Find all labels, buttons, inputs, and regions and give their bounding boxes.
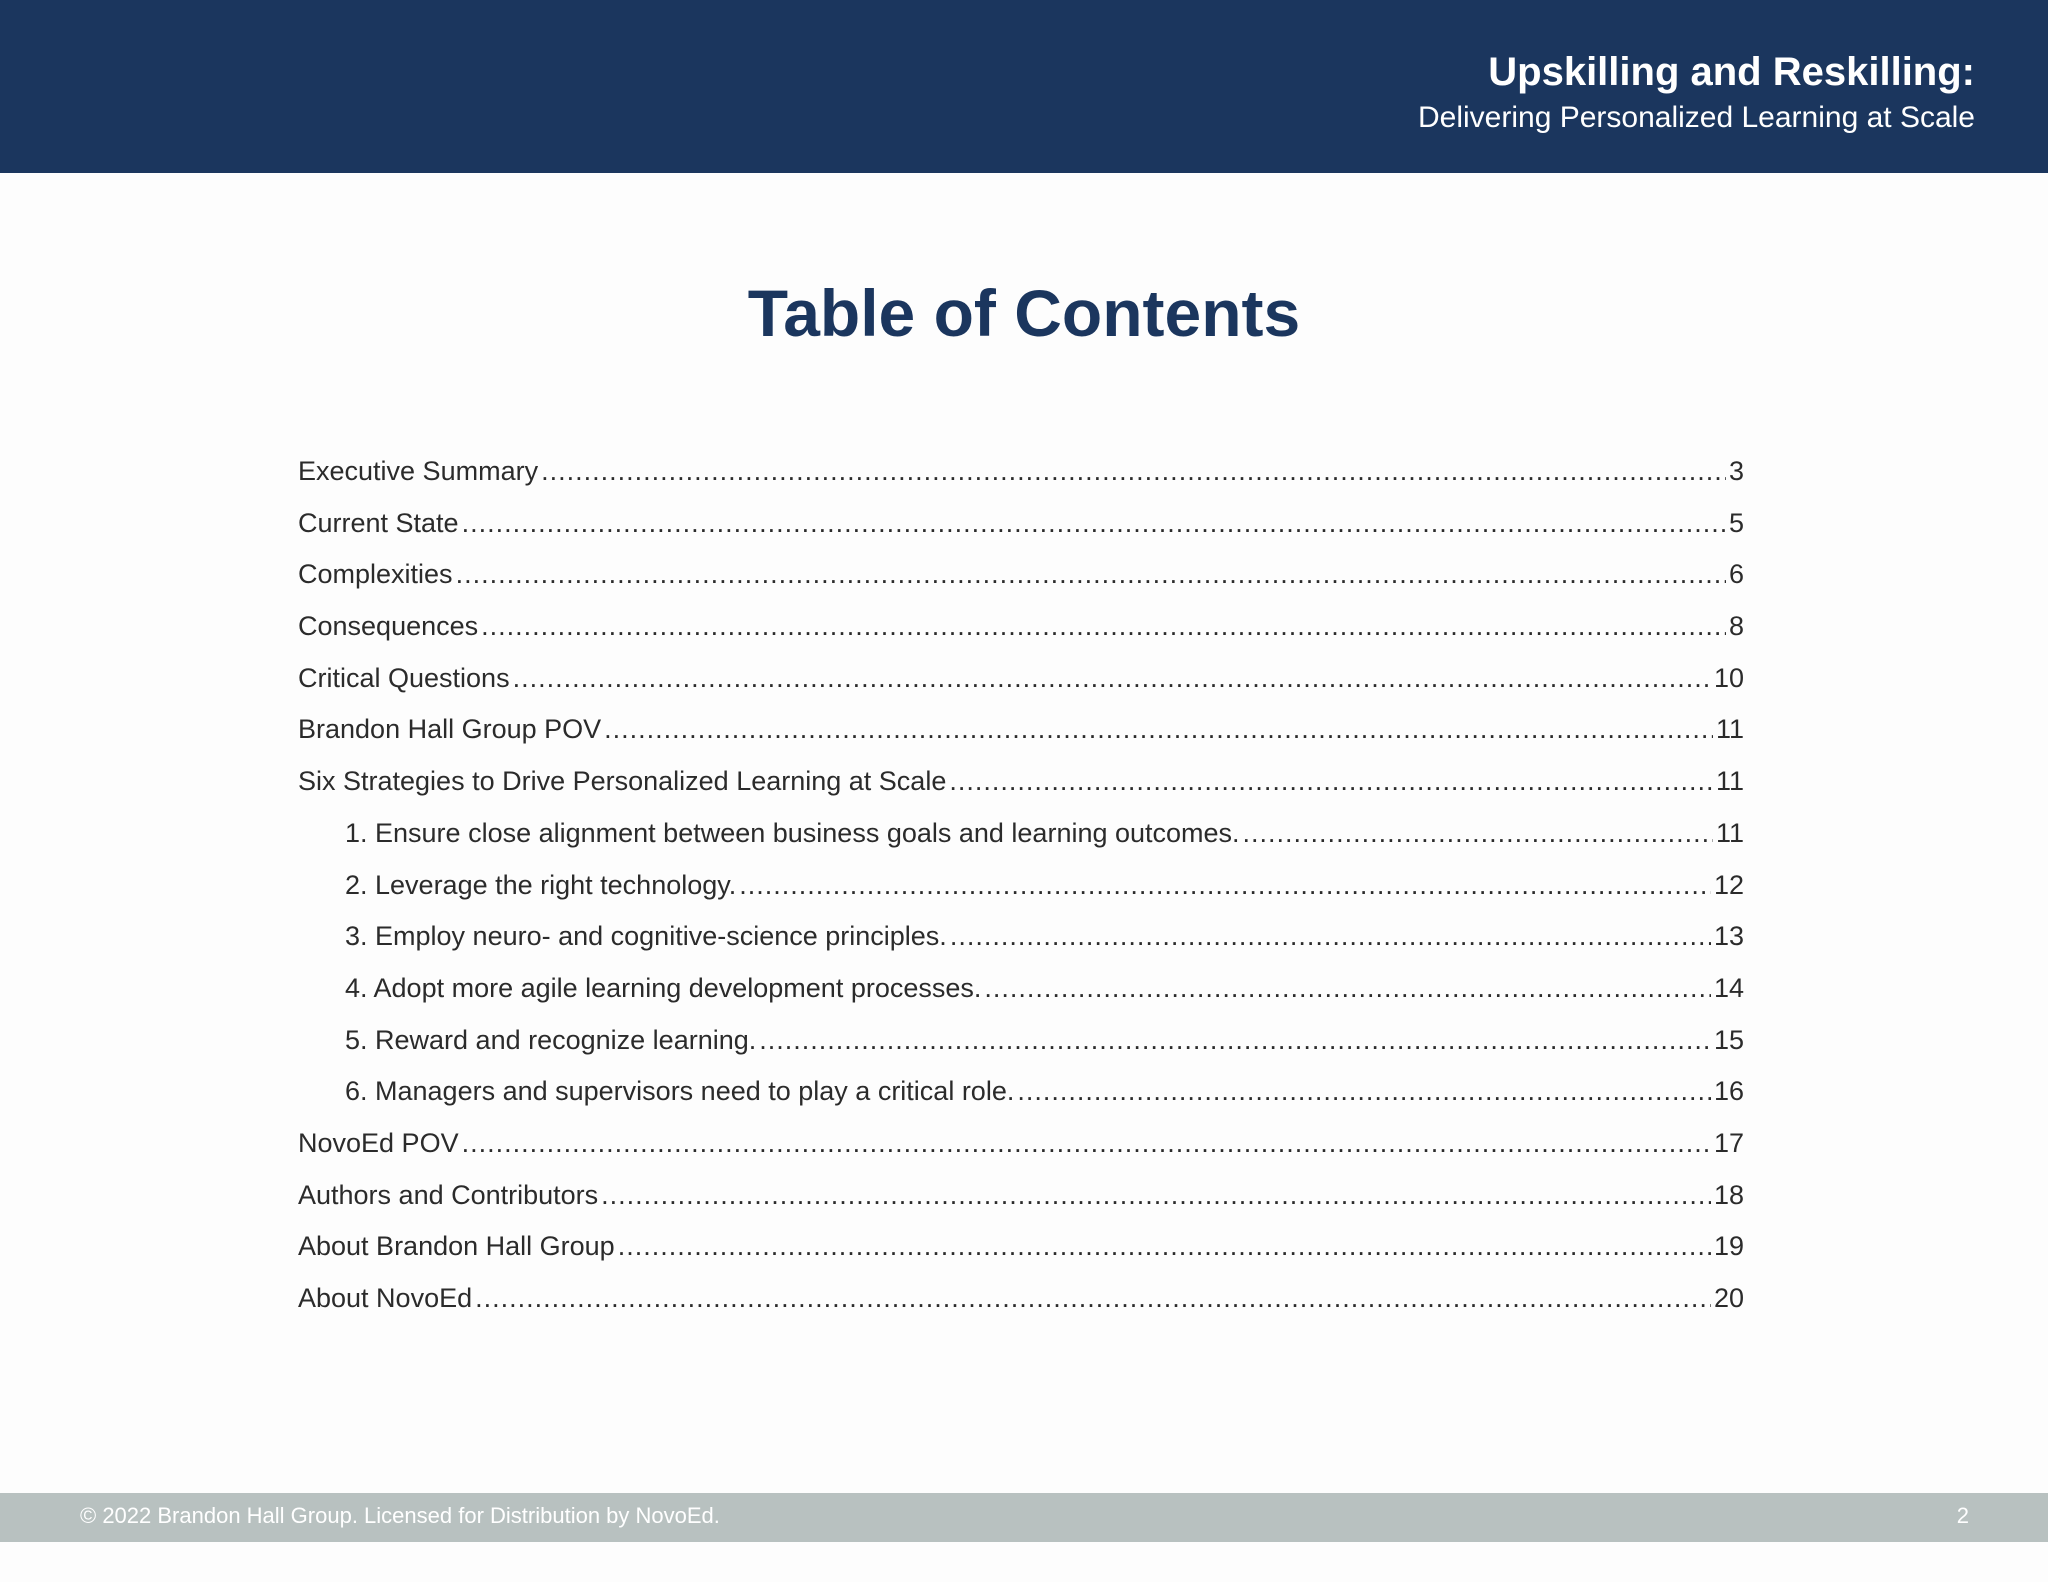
dot-leader bbox=[462, 508, 1726, 539]
toc-entry[interactable] bbox=[298, 818, 1744, 870]
toc-entry-label: 5. Reward and recognize learning. bbox=[345, 1024, 757, 1055]
toc-list bbox=[298, 456, 1744, 1335]
toc-entry[interactable] bbox=[298, 1180, 1744, 1232]
toc-entry[interactable] bbox=[298, 508, 1744, 560]
toc-entry-page: 11 bbox=[1715, 817, 1744, 848]
toc-entry[interactable] bbox=[298, 611, 1744, 663]
footer-band bbox=[0, 1493, 2048, 1542]
toc-entry[interactable] bbox=[298, 1076, 1744, 1128]
dot-leader bbox=[984, 973, 1711, 1004]
toc-entry[interactable] bbox=[298, 973, 1744, 1025]
toc-entry-label: NovoEd POV bbox=[298, 1127, 459, 1158]
toc-entry-label: 4. Adopt more agile learning development processes. bbox=[345, 972, 982, 1003]
dot-leader bbox=[541, 456, 1726, 487]
toc-entry[interactable] bbox=[298, 1283, 1744, 1335]
report-title: Upskilling and Reskilling: bbox=[1488, 50, 1975, 94]
toc-entry-page: 20 bbox=[1713, 1283, 1744, 1313]
toc-entry-label: About NovoEd bbox=[298, 1283, 473, 1313]
footer-page-number: 2 bbox=[1956, 1503, 1969, 1528]
toc-entry-page: 13 bbox=[1713, 921, 1744, 952]
toc-entry-page: 6 bbox=[1728, 559, 1744, 590]
toc-entry[interactable] bbox=[298, 1128, 1744, 1180]
dot-leader bbox=[950, 921, 1711, 952]
toc-heading: Table of Contents bbox=[747, 276, 1301, 350]
dot-leader bbox=[481, 611, 1726, 642]
toc-entry-page: 14 bbox=[1713, 972, 1744, 1003]
toc-entry-label: Brandon Hall Group POV bbox=[298, 714, 602, 745]
dot-leader bbox=[739, 870, 1711, 901]
toc-entry-page: 16 bbox=[1713, 1076, 1744, 1107]
toc-entry[interactable] bbox=[298, 766, 1744, 818]
toc-entry-page: 11 bbox=[1715, 714, 1744, 745]
dot-leader bbox=[759, 1025, 1711, 1056]
toc-entry-page: 17 bbox=[1713, 1127, 1744, 1158]
toc-entry-page: 10 bbox=[1713, 662, 1744, 693]
toc-entry-label: Authors and Contributors bbox=[298, 1179, 599, 1210]
dot-leader bbox=[1243, 818, 1713, 849]
dot-leader bbox=[604, 714, 1713, 745]
report-subtitle: Delivering Personalized Learning at Scale bbox=[1418, 101, 1975, 134]
toc-entry[interactable] bbox=[298, 559, 1744, 611]
toc-entry[interactable] bbox=[298, 870, 1744, 922]
toc-entry-label: Executive Summary bbox=[298, 456, 539, 486]
dot-leader bbox=[462, 1128, 1711, 1159]
header-band bbox=[0, 0, 2048, 173]
toc-entry-page: 5 bbox=[1728, 507, 1744, 538]
toc-entry-page: 15 bbox=[1713, 1024, 1744, 1055]
toc-entry-label: About Brandon Hall Group bbox=[298, 1231, 615, 1262]
dot-leader bbox=[1017, 1076, 1711, 1107]
footer-copyright: © 2022 Brandon Hall Group. Licensed for Distribution by NovoEd. bbox=[80, 1503, 720, 1528]
toc-entry-page: 11 bbox=[1715, 766, 1744, 797]
toc-entry-label: 6. Managers and supervisors need to play a critical role. bbox=[345, 1076, 1015, 1107]
toc-entry-page: 18 bbox=[1713, 1179, 1744, 1210]
toc-entry[interactable] bbox=[298, 1231, 1744, 1283]
dot-leader bbox=[949, 766, 1713, 797]
toc-entry-label: 3. Employ neuro- and cognitive-science principles. bbox=[345, 921, 947, 952]
toc-entry[interactable] bbox=[298, 714, 1744, 766]
toc-entry-label: 2. Leverage the right technology. bbox=[345, 869, 737, 900]
toc-entry-label: Six Strategies to Drive Personalized Learning at Scale bbox=[298, 766, 947, 797]
dot-leader bbox=[475, 1283, 1711, 1314]
toc-entry-label: 1. Ensure close alignment between business goals and learning outcomes. bbox=[345, 817, 1240, 848]
toc-entry[interactable] bbox=[298, 663, 1744, 715]
toc-entry[interactable] bbox=[298, 1025, 1744, 1077]
toc-entry-label: Complexities bbox=[298, 559, 453, 590]
toc-entry-label: Current State bbox=[298, 507, 459, 538]
toc-entry-label: Consequences bbox=[298, 611, 479, 642]
dot-leader bbox=[513, 663, 1711, 694]
dot-leader bbox=[601, 1180, 1711, 1211]
toc-entry[interactable] bbox=[298, 456, 1744, 508]
dot-leader bbox=[456, 559, 1726, 590]
toc-entry-page: 3 bbox=[1728, 456, 1744, 486]
toc-entry[interactable] bbox=[298, 921, 1744, 973]
toc-entry-page: 8 bbox=[1728, 611, 1744, 642]
toc-entry-page: 12 bbox=[1713, 869, 1744, 900]
toc-entry-label: Critical Questions bbox=[298, 662, 510, 693]
dot-leader bbox=[618, 1231, 1711, 1262]
toc-entry-page: 19 bbox=[1713, 1231, 1744, 1262]
